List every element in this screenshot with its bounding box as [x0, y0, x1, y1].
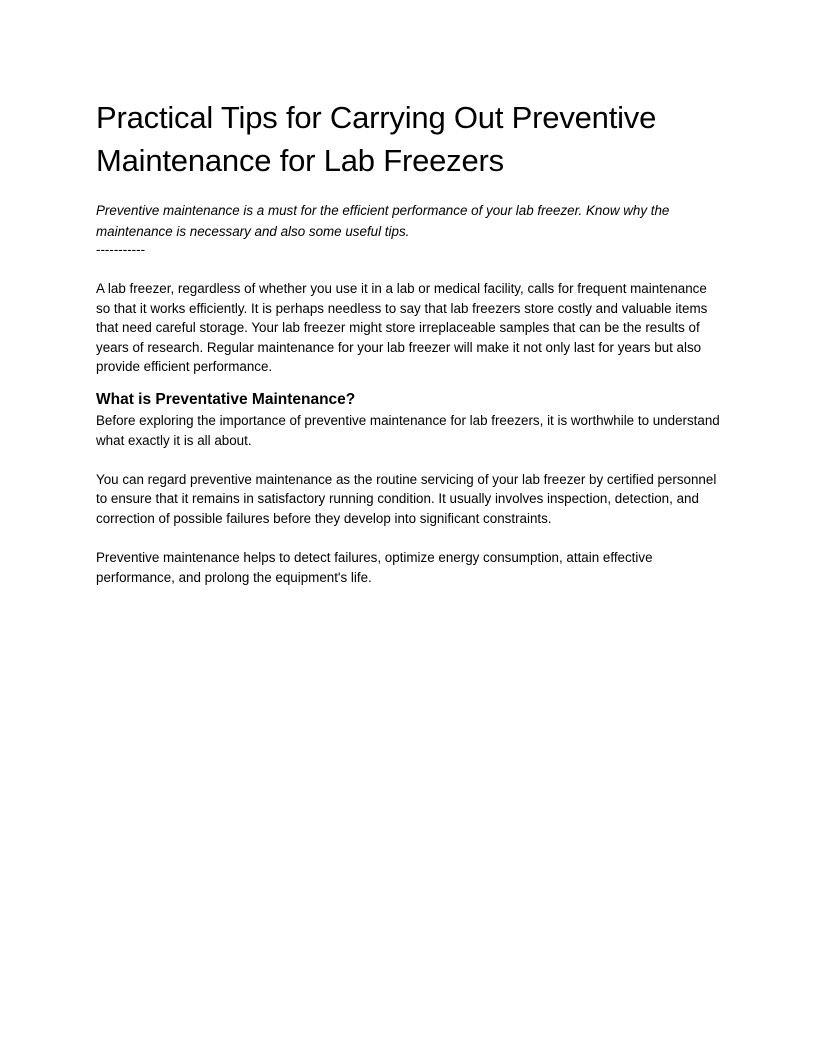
page-title: Practical Tips for Carrying Out Preventive Maintenance for Lab Freezers — [96, 100, 657, 178]
body-paragraph-1: A lab freezer, regardless of whether you use it in a lab or medical facility, calls for frequent maintenance so that it works efficiently. It is perhaps needless to say that lab freezers store costly and valuable items that need careful storage. Your lab freezer might store irreplaceable samples that can be the results of years of research. Regular maintenance for your lab freezer will make it not only last for years but also provide efficient performance. — [96, 281, 708, 375]
separator-line: ----------- — [96, 242, 146, 257]
document-page — [96, 96, 720, 587]
body-paragraph-2: Before exploring the importance of preventive maintenance for lab freezers, it is worthwhile to understand what exactly it is all about. — [96, 412, 720, 448]
section-heading: What is Preventative Maintenance? — [96, 390, 356, 408]
body-paragraph-3: You can regard preventive maintenance as the routine servicing of your lab freezer by certified personnel to ensure that it remains in satisfactory running condition. It usually involves inspection, detection, and correction of possible failures before they develop into significant constraints. — [96, 471, 717, 526]
body-paragraph-4: Preventive maintenance helps to detect failures, optimize energy consumption, attain effective performance, and prolong the equipment's life. — [96, 550, 653, 585]
intro-summary: Preventive maintenance is a must for the efficient performance of your lab freezer. Know why the maintenance is necessary and also some useful tips. — [96, 203, 670, 239]
